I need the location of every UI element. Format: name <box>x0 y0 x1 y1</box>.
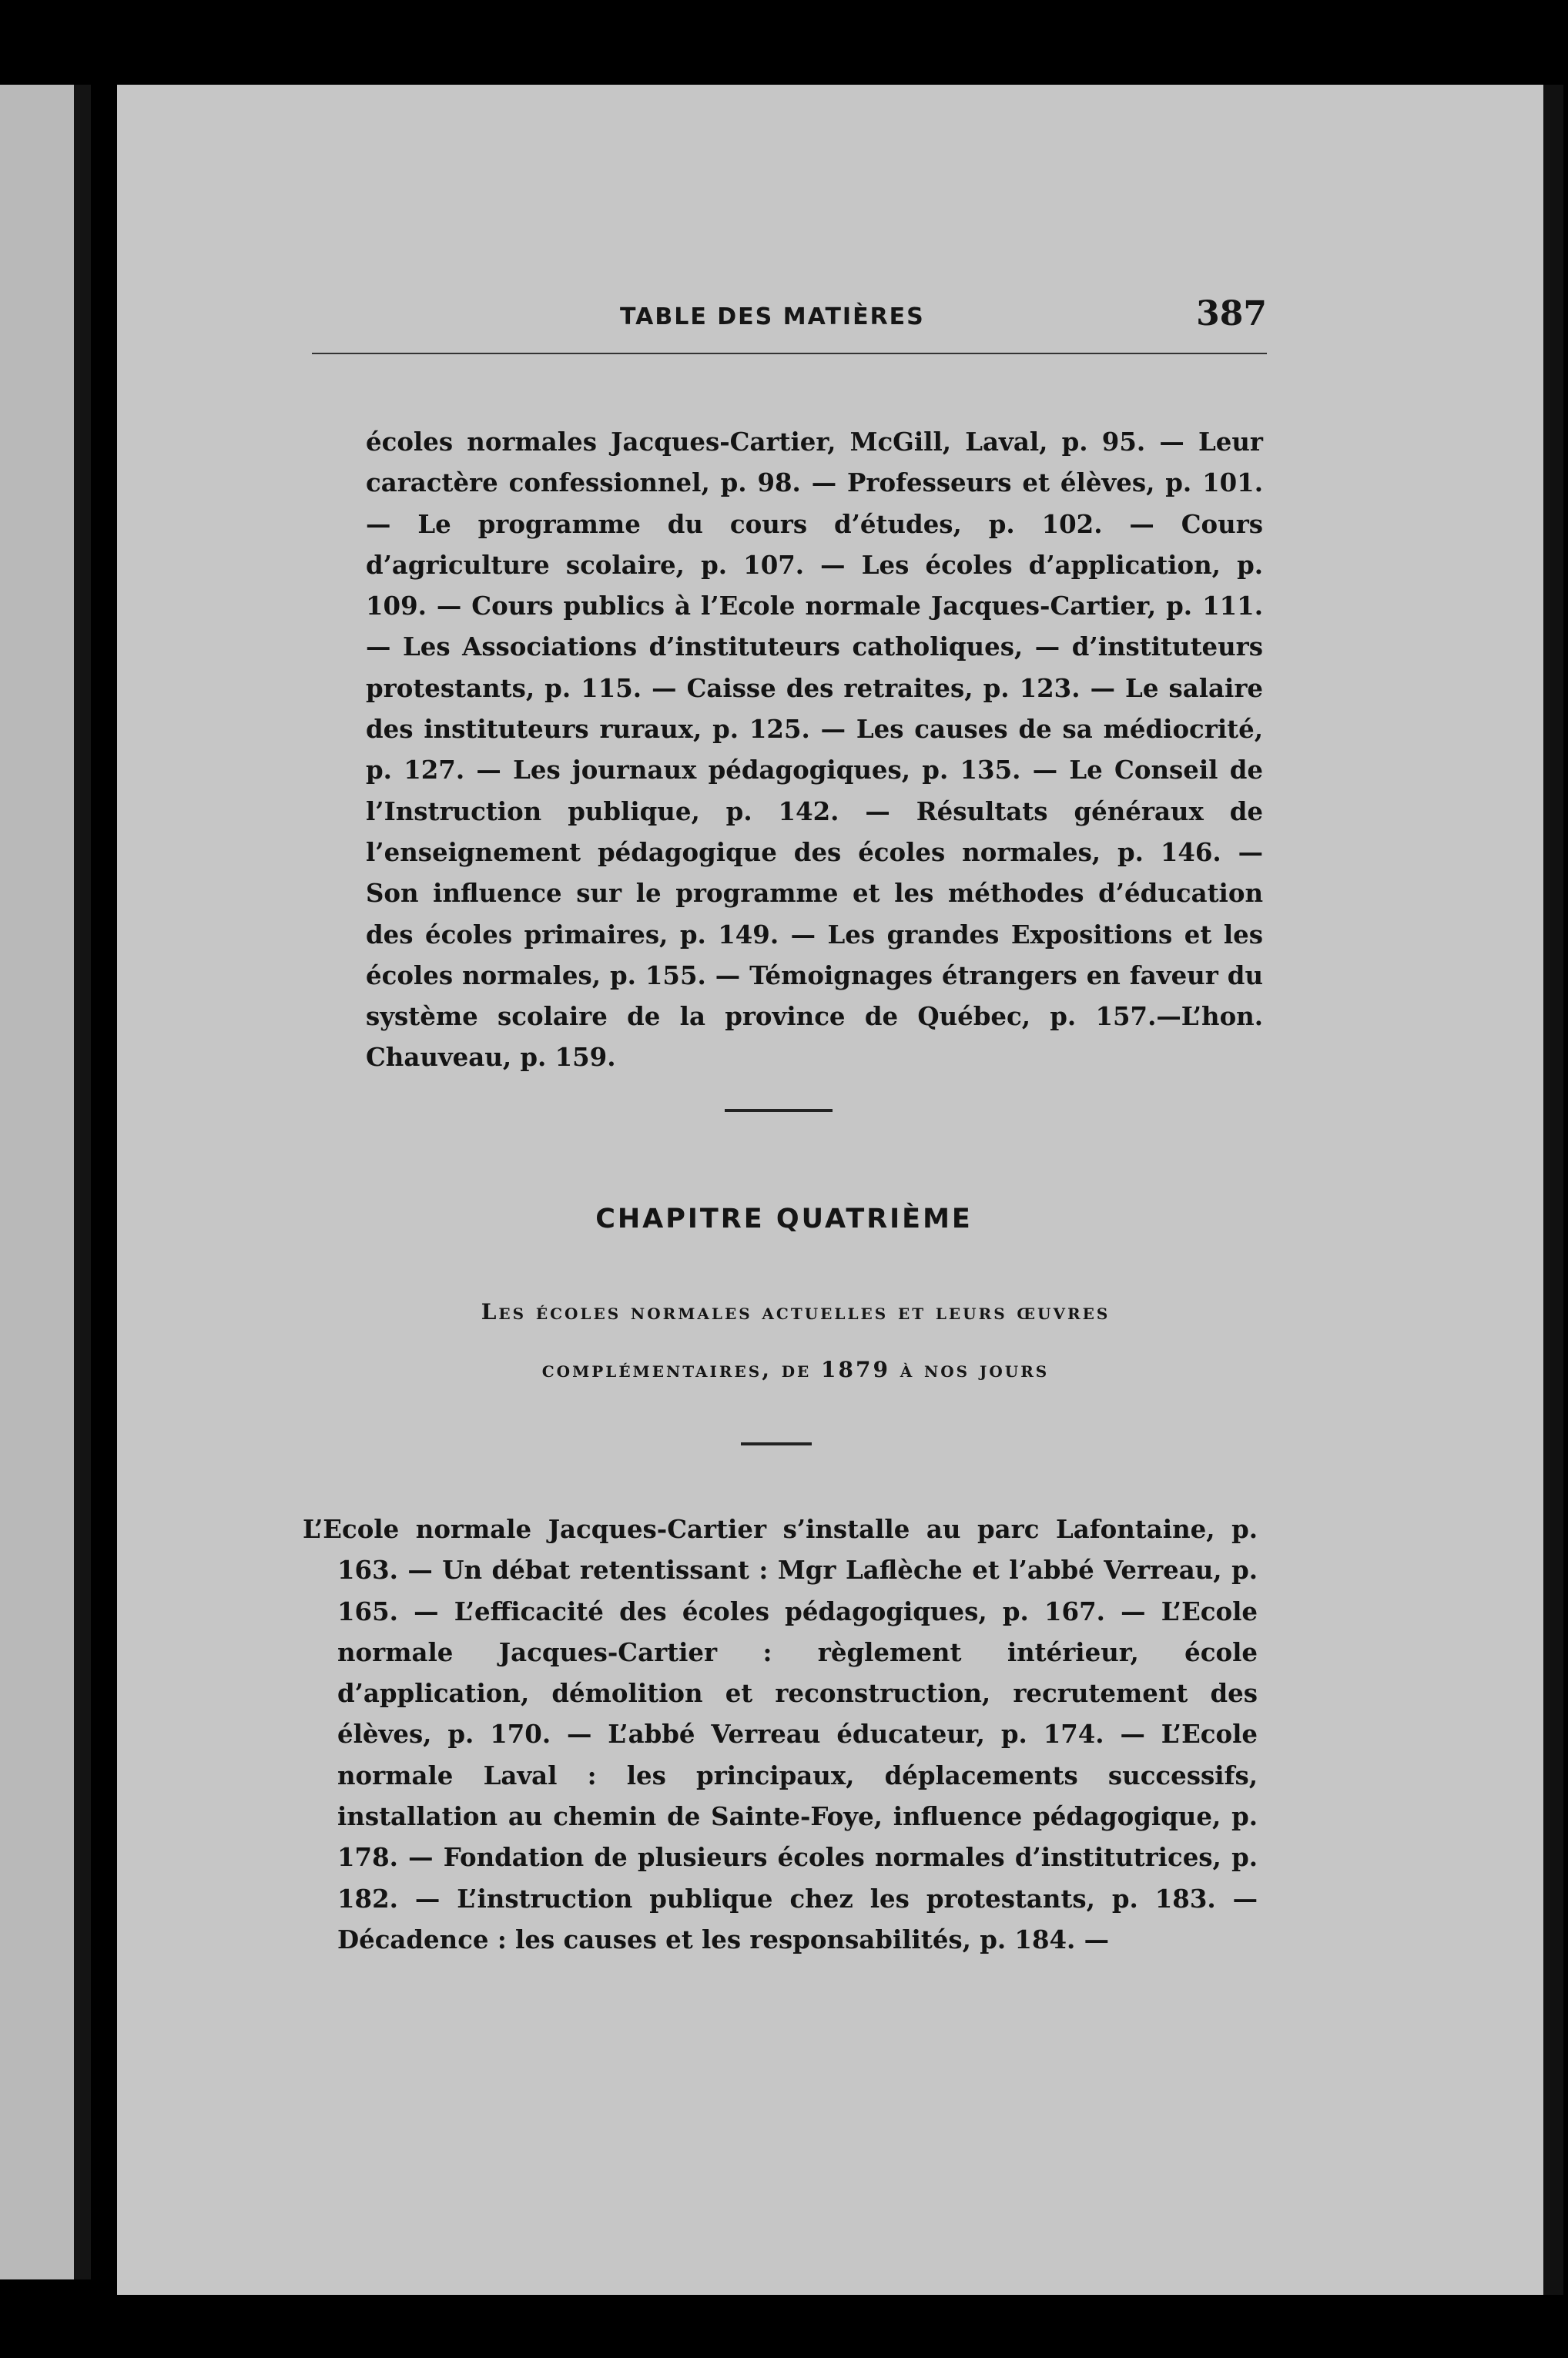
running-head <box>620 294 1267 347</box>
book-page <box>117 85 1563 2295</box>
page-number: 387 <box>1196 294 1267 333</box>
chapter-summary <box>303 1509 1258 1961</box>
chapter-title: CHAPITRE QUATRIÈME <box>595 1204 973 1234</box>
adjacent-page-edge <box>0 85 91 2279</box>
header-rule <box>312 353 1267 354</box>
previous-chapter-summary <box>366 422 1263 1079</box>
summary-paragraph: L’Ecole normale Jacques-Cartier s’installe au parc Lafontaine, p. 163. — Un débat retentissant : Mgr Laflèche et l’abbé Verreau, p. 165. — L’efficacité des écoles pédagogiques, p. 167. — L’Ecole normale Jacques-Cartier : règlement intérieur, école d’application, démolition et reconstruction, recrutement des élèves, p. 170. — L’abbé Verreau éducateur, p. 174. — L’Ecole normale Laval : les principaux, déplacements successifs, installation au chemin de Sainte-Foye, influence pédagogique, p. 178. — Fondation de plusieurs écoles normales d’institutrices, p. 182. — L’instruction publique chez les protestants, p. 183. — Décadence : les causes et les responsabilités, p. 184. — <box>303 1515 1258 1954</box>
chapter-subtitle-line-2: complémentaires, de 1879 à nos jours <box>541 1357 1050 1382</box>
section-divider <box>725 1109 833 1112</box>
running-title: TABLE DES MATIÈRES <box>620 303 925 330</box>
subtitle-divider <box>741 1442 812 1445</box>
chapter-subtitle-line-1: Les écoles normales actuelles et leurs œuvres <box>481 1299 1111 1325</box>
summary-paragraph: écoles normales Jacques-Cartier, McGill, Laval, p. 95. — Leur caractère confessionnel, p. 98. — Professeurs et élèves, p. 101. — Le programme du cours d’études, p. 102. — Cours d’agriculture scolaire, p. 107. — Les écoles d’application, p. 109. — Cours publics à l’Ecole normale Jacques-Cartier, p. 111. — Les Associations d’instituteurs catholiques, — d’instituteurs protestants, p. 115. — Caisse des retraites, p. 123. — Le salaire des instituteurs ruraux, p. 125. — Les causes de sa médiocrité, p. 127. — Les journaux pédagogiques, p. 135. — Le Conseil de l’Instruction publique, p. 142. — Résultats généraux de l’enseignement pédagogique des écoles normales, p. 146. — Son influence sur le programme et les méthodes d’éducation des écoles primaires, p. 149. — Les grandes Expositions et les écoles normales, p. 155. — Témoignages étrangers en faveur du système scolaire de la province de Québec, p. 157.—L’hon. Chauveau, p. 159. <box>366 427 1263 1073</box>
